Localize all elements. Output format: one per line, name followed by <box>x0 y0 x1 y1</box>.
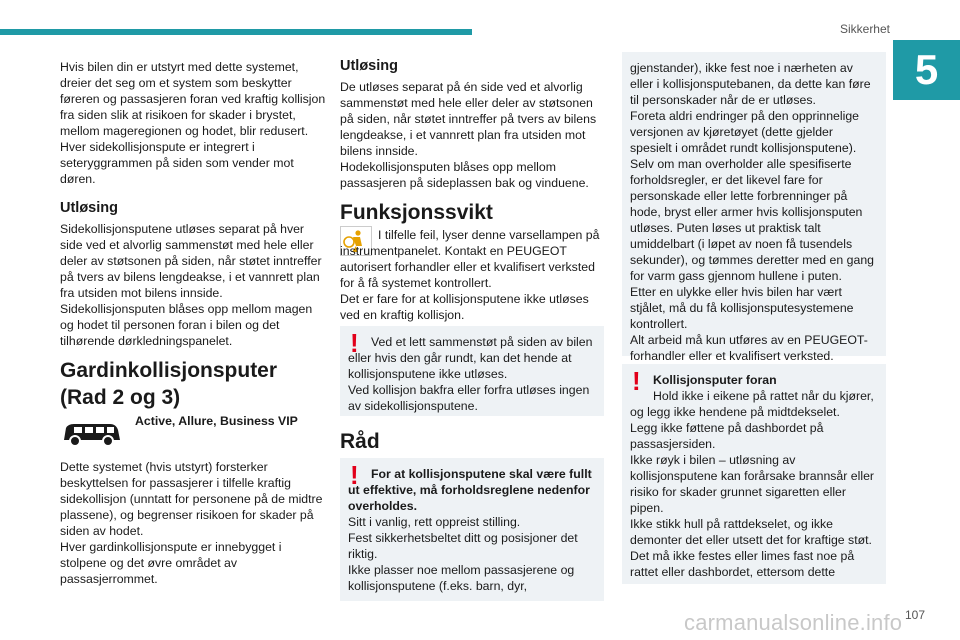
watermark: carmanualsonline.info <box>684 610 903 635</box>
warning-4-text: Hold ikke i eikene på rattet når du kjører, og legg ikke hendene på midtdekselet. Legg ikke føttene på dashbordet på passasjersiden. Ikke røyk i bilen – utløsning av kollisjonsputene kan forårsake brannsår eller risiko for skader grunnet sigaretten eller pipen. Ikke stikk hull på rattdekselet, og ikke demonter det eller utsett det for kraftige støt. Det må ikke festes eller limes fast noe på rattet eller dashbordet, ettersom dette <box>630 389 875 579</box>
header-accent-bar <box>0 29 472 35</box>
vehicle-silhouette-icon <box>60 416 122 450</box>
side-airbag-intro: Hvis bilen din er utstyrt med dette systemet, dreier det seg om et system som beskytter føreren og passasjeren foran ved kraftig kollisjon fra siden slik at risikoen for skader i brystet, mellom mageregionen og hodet, blir redusert. Hver sidekollisjonspute er integrert i seteryggrammen på siden som vender mot døren. <box>60 60 326 186</box>
warning-3-text: gjenstander), ikke fest noe i nærheten av eller i kollisjonsputebanen, da dette kan føre til personskader når de er utløses. Foreta aldri endringer på den opprinnelige versjonen av kjøretøyet (dette gjelder spesielt i området rundt kollisjonsputene). Selv om man overholder alle spesifiserte forholdsregler, er det likevel fare for personskade eller lette forbrenninger på hode, bryst eller armer hvis kollisjonsputen utløses. Puten løses ut praktisk talt umiddelbart (i løpet av noen få tusendels sekunder), og tømmes deretter med en gang for varm gass gjennom hullene i puten. Etter en ulykke eller hvis bilen har vært stjålet, må du få kollisjonsputesystemene kontrollert. Alt arbeid må kun utføres av en PEUGEOT-forhandler eller et kvalifisert verksted. <box>630 61 875 363</box>
funksjon-text: I tilfelle feil, lyser denne varsellampen på instrumentpanelet. Kontakt en PEUGEOT autorisert forhandler eller et kvalifisert verksted for å få systemet kontrollert. Det er fare for at kollisjonsputene ikke utløses ved en kraftig kollisjon. <box>340 228 600 322</box>
heading-gardinkollisjonsputer: Gardinkollisjonsputer (Rad 2 og 3) <box>60 359 278 409</box>
version-list: Active, Allure, Business VIP <box>135 414 298 428</box>
gardin-text: Dette systemet (hvis utstyrt) forsterker beskyttelsen for passasjerer i tilfelle kraftig sidekollisjon (unntatt for personene på de midtre plassene), og begrenser risikoen for skader på siden av hodet. Hver gardinkollisjonspute er innebygget i stolpene og det øvre området av passasjerrommet. <box>60 460 323 586</box>
exclamation-icon: ! <box>350 460 359 490</box>
warning-box-1 <box>340 326 604 416</box>
section-title: Sikkerhet <box>839 22 890 36</box>
exclamation-icon: ! <box>350 328 359 358</box>
warning-2-text: Sitt i vanlig, rett oppreist stilling. Fest sikkerhetsbeltet ditt og posisjoner det riktig. Ikke plasser noe mellom passasjerene og kollisjonsputene (f.eks. barn, dyr, <box>348 515 578 593</box>
warning-4-title: Kollisjonsputer foran <box>653 373 777 387</box>
warning-box-2 <box>340 458 604 601</box>
warning-box-4 <box>622 364 886 584</box>
warning-box-3 <box>622 52 886 363</box>
chapter-tab: 5 <box>893 40 960 100</box>
heading-utlosing-1: Utløsing <box>60 200 118 216</box>
heading-funksjonssvikt: Funksjonssvikt <box>340 201 493 224</box>
utlosing-text-1: Sidekollisjonsputene utløses separat på hver side ved et alvorlig sammenstøt med hele eller deler av støtsonen på siden, når støtet inntreffer på tvers av bilens lengdeakse, i et vannrett plan fra utsiden mot bilens innside. Sidekollisjonsputen blåses opp mellom magen og hodet til personen foran i bilen og det tilhørende dørkledningspanelet. <box>60 222 322 348</box>
heading-utlosing-2: Utløsing <box>340 58 398 74</box>
page-number: 107 <box>905 608 926 622</box>
utlosing-text-2: De utløses separat på én side ved et alvorlig sammenstøt med hele eller deler av støtsonen på siden, når støtet inntreffer på tvers av bilens lengdeakse, i et vannrett plan fra utsiden mot bilens innside. Hodekollisjonsputen blåses opp mellom passasjeren på sideplassen bak og vinduene. <box>340 80 597 190</box>
heading-rad: Råd <box>340 430 380 453</box>
exclamation-icon: ! <box>632 366 641 396</box>
warning-1-text: Ved et lett sammenstøt på siden av bilen eller hvis den går rundt, kan det hende at kollisjonsputene ikke utløses. Ved kollisjon bakfra eller forfra utløses ingen av sidekollisjonsputene. <box>348 335 593 413</box>
warning-2-bold: For at kollisjonsputene skal være fullt ut effektive, må forholdsreglene nedenfor overholdes. <box>348 467 592 513</box>
